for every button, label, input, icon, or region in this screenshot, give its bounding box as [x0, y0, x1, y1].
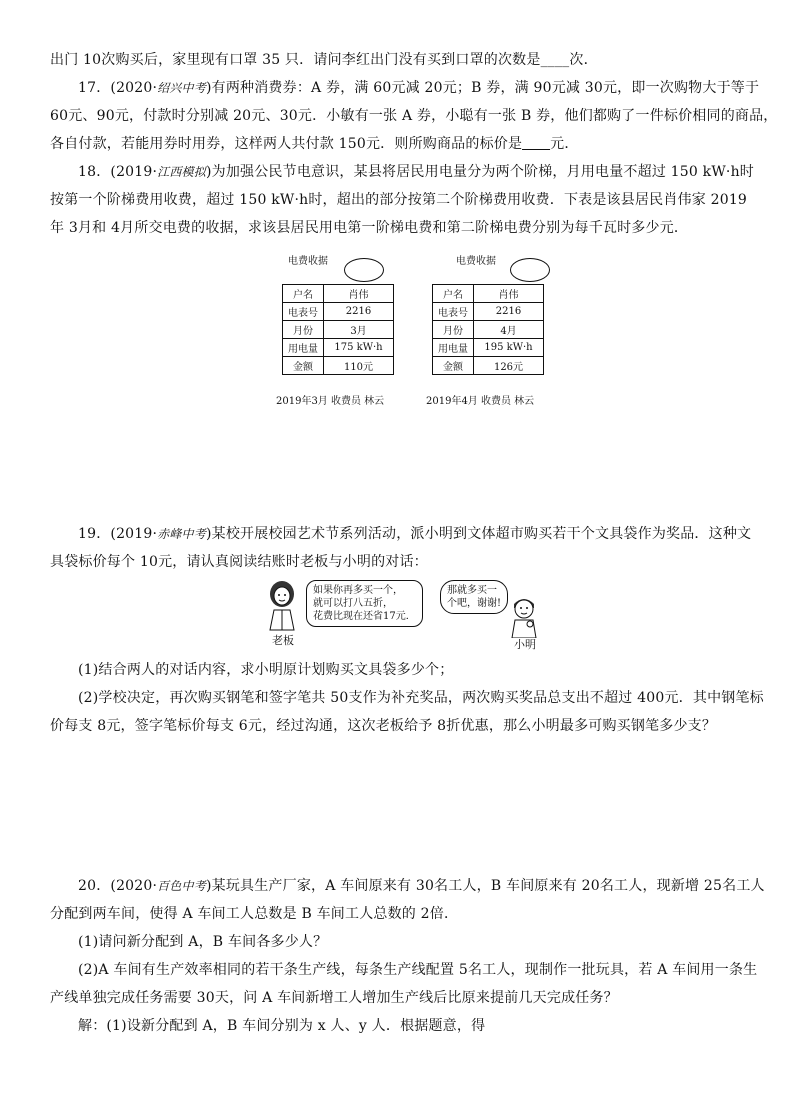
receipt-footer: 2019年4月 收费员 林云 [426, 396, 535, 407]
q20-line-2: 分配到两车间，使得 A 车间工人总数是 B 车间工人总数的 2倍． [50, 906, 459, 922]
receipt-stamp-oval [344, 258, 384, 282]
q17-line3-b: 元． [550, 136, 579, 152]
boss-figure-icon [262, 580, 302, 632]
receipt-april [426, 252, 544, 412]
receipt-march [276, 252, 394, 412]
q19-number: 19．(2019· [78, 526, 158, 542]
receipt-value: 175 kW·h [324, 339, 394, 357]
receipt-title: 电费收据 [456, 256, 496, 267]
bubble-line: 如果你再多买一个， [313, 585, 403, 596]
receipt-title: 电费收据 [288, 256, 328, 267]
q19-part-1: (1)结合两人的对话内容，求小明原计划购买文具袋多少个； [78, 662, 454, 678]
q17-line3-a: 各自付款，若能用券时用券，这样两人共付款 150元．则所购商品的标价是 [50, 136, 523, 152]
q18-source: 江西模拟 [157, 165, 206, 179]
receipt-value: 110元 [324, 357, 394, 375]
receipt-key: 金额 [433, 357, 474, 375]
boss-speech-bubble [306, 580, 423, 627]
bubble-line: 就可以打八五折， [313, 598, 393, 609]
q18-line1-rest: )为加强公民节电意识，某县将居民用电量分为两个阶梯，月用电量不超过 150 kW·h时 [205, 164, 754, 180]
q19-part-2-line-2: 价每支 8元，签字笔标价每支 6元，经过沟通，这次老板给予 8折优惠，那么小明最多可购买钢笔多少支？ [50, 718, 717, 734]
receipt-table [282, 284, 394, 375]
q16-tail-text: 出门 10次购买后，家里现有口罩 35 只．请问李红出门没有买到口罩的次数是____次． [50, 52, 598, 68]
q17-line-1 [78, 78, 759, 98]
q20-solution-start: 解：(1)设新分配到 A，B 车间分别为 x 人、y 人．根据题意，得 [78, 1018, 486, 1034]
q17-line-2: 60元、90元，付款时分别减 20元、30元．小敏有一张 A 券，小聪有一张 B 券，他们都购了一件标价相同的商品， [50, 108, 778, 124]
q19-part-2-line-1: (2)学校决定，再次购买钢笔和签字笔共 50支作为补充奖品，两次购买奖品总支出不超过 400元．其中钢笔标 [78, 690, 764, 706]
bubble-line: 花费比现在还省17元． [313, 611, 416, 622]
ming-label: 小明 [514, 638, 536, 651]
bubble-line: 个吧，谢谢! [447, 598, 502, 609]
receipt-key: 用电量 [283, 339, 324, 357]
q19-line-1 [78, 524, 751, 544]
dialogue-illustration [262, 576, 552, 651]
receipt-key: 电表号 [433, 303, 474, 321]
q17-number: 17．(2020· [78, 80, 158, 96]
q18-line-3: 年 3月和 4月所交电费的收据，求该县居民用电第一阶梯电费和第二阶梯电费分别为每千瓦时多少元． [50, 220, 689, 236]
q18-line-2: 按第一个阶梯费用收费，超过 150 kW·h时，超出的部分按第二个阶梯费用收费．下表是该县居民肖伟家 2019 [50, 192, 748, 208]
receipt-value: 2216 [324, 303, 394, 321]
q20-part-2-line-2: 产线单独完成任务需要 30天，问 A 车间新增工人增加生产线后比原来提前几天完成任务？ [50, 990, 618, 1006]
receipt-table [432, 284, 544, 375]
q20-line1-rest: )某玩具生产厂家，A 车间原来有 30名工人，B 车间原来有 20名工人，现新增 25名工人 [205, 878, 765, 894]
q20-part-1: (1)请问新分配到 A，B 车间各多少人？ [78, 934, 328, 950]
q20-source: 百色中考 [157, 879, 206, 893]
receipt-value: 195 kW·h [474, 339, 544, 357]
receipt-key: 月份 [283, 321, 324, 339]
receipt-value: 2216 [474, 303, 544, 321]
ming-speech-bubble [440, 580, 508, 614]
receipt-stamp-oval [510, 258, 550, 282]
receipt-key: 电表号 [283, 303, 324, 321]
answer-blank [522, 135, 550, 150]
q19-source: 赤峰中考 [157, 527, 206, 541]
q17-line-3 [50, 134, 579, 154]
receipt-key: 用电量 [433, 339, 474, 357]
receipt-key: 户名 [283, 285, 324, 303]
q20-line-1 [78, 876, 765, 896]
q20-number: 20．(2020· [78, 878, 158, 894]
ming-figure-icon [506, 594, 542, 638]
receipt-value: 4月 [474, 321, 544, 339]
q17-line1-rest: )有两种消费券：A 券，满 60元减 20元；B 券，满 90元减 30元，即一次购物大于等于 [205, 80, 760, 96]
receipt-value: 3月 [324, 321, 394, 339]
receipt-value: 肖伟 [474, 285, 544, 303]
receipt-footer: 2019年3月 收费员 林云 [276, 396, 385, 407]
q17-source: 绍兴中考 [157, 81, 206, 95]
bubble-line: 那就多买一 [447, 585, 497, 596]
receipt-value: 126元 [474, 357, 544, 375]
q19-line-2: 具袋标价每个 10元，请认真阅读结账时老板与小明的对话： [50, 554, 428, 570]
receipt-value: 肖伟 [324, 285, 394, 303]
q19-line1-rest: )某校开展校园艺术节系列活动，派小明到文体超市购买若干个文具袋作为奖品．这种文 [205, 526, 752, 542]
receipt-key: 金额 [283, 357, 324, 375]
q18-line-1 [78, 162, 754, 182]
q18-number: 18．(2019· [78, 164, 158, 180]
boss-label: 老板 [272, 634, 294, 647]
receipt-key: 户名 [433, 285, 474, 303]
q20-part-2-line-1: (2)A 车间有生产效率相同的若干条生产线，每条生产线配置 5名工人，现制作一批玩具，若 A 车间用一条生 [78, 962, 758, 978]
receipt-key: 月份 [433, 321, 474, 339]
